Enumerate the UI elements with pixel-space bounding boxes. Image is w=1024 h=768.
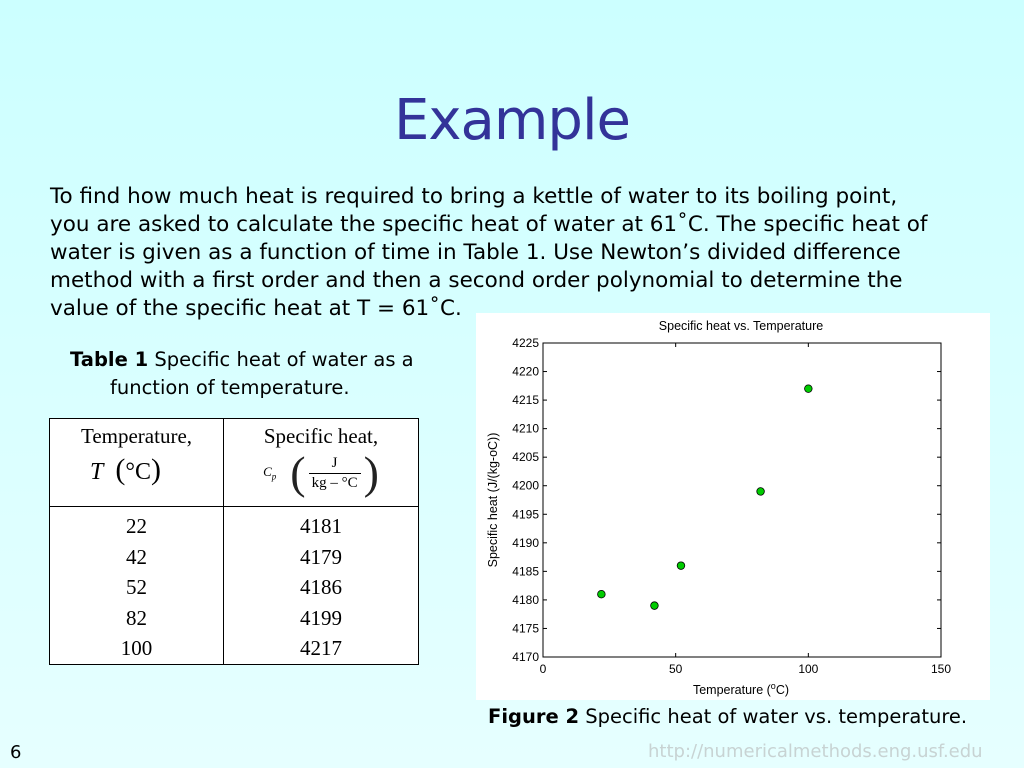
x-tick-label: 100 xyxy=(798,662,819,676)
chart-title: Specific heat vs. Temperature xyxy=(658,319,824,333)
specific-heat-unit-expression: $C_p$ ( $\frac{J}{kg - ^\circ C}$ ) xyxy=(263,447,379,498)
y-tick-label: 4175 xyxy=(512,621,539,636)
y-tick-label: 4200 xyxy=(512,478,539,493)
table-caption xyxy=(70,346,470,402)
y-axis-label xyxy=(486,433,500,568)
figure-caption xyxy=(488,705,967,728)
y-tick-label: 4225 xyxy=(512,336,539,350)
x-axis-label xyxy=(693,681,789,697)
temperature-values: 22 42 52 82 100 xyxy=(50,507,224,665)
paragraph-line: you are asked to calculate the specific heat of water at 61˚C. The specific heat of xyxy=(50,212,928,237)
figure-caption-label: Figure 2 xyxy=(488,705,580,728)
table-caption-text-line2: function of temperature. xyxy=(110,376,350,399)
y-tick-label: 4170 xyxy=(512,650,539,664)
y-tick-label: 4180 xyxy=(512,592,539,607)
data-point xyxy=(651,602,659,610)
y-tick-label: 4210 xyxy=(512,421,539,436)
scatter-chart xyxy=(476,313,990,700)
table-caption-label: Table 1 xyxy=(70,348,149,371)
paragraph-line: method with a first order and then a second order polynomial to determine the xyxy=(50,268,903,293)
temperature-unit-expression: T (°C) xyxy=(90,453,161,486)
y-axis-label-text: Specific heat (J/(kg-oC)) xyxy=(486,432,500,568)
plot-area xyxy=(543,343,941,657)
problem-paragraph xyxy=(50,183,990,323)
figure-caption-text: Specific heat of water vs. temperature. xyxy=(579,705,968,728)
specific-heat-header xyxy=(224,419,419,507)
specific-heat-table xyxy=(49,418,419,665)
y-tick-label: 4215 xyxy=(512,393,539,408)
unit-denominator: kg – °C xyxy=(309,473,361,493)
x-axis-label-tail: C) xyxy=(775,683,790,697)
unit-numerator: J xyxy=(331,454,338,471)
y-tick-label: 4185 xyxy=(512,564,539,579)
data-point xyxy=(757,488,765,496)
y-tick-label: 4205 xyxy=(512,450,539,465)
paragraph-line: value of the specific heat at T = 61˚C. xyxy=(50,296,462,321)
specific-heat-header-text: Specific heat, xyxy=(263,424,379,448)
footer-url[interactable]: http://numericalmethods.eng.usf.edu xyxy=(648,741,983,762)
data-point xyxy=(805,385,813,393)
specific-heat-values: 4181 4179 4186 4199 4217 xyxy=(224,507,419,665)
x-tick-label: 50 xyxy=(668,662,683,676)
y-tick-label: 4190 xyxy=(512,535,539,550)
x-axis-label-superscript: o xyxy=(770,681,776,691)
paragraph-line: To find how much heat is required to bring a kettle of water to its boiling point, xyxy=(50,184,898,209)
chart-svg xyxy=(476,313,990,700)
data-point xyxy=(677,562,685,570)
specific-heat-subscript: p xyxy=(271,471,277,482)
data-point xyxy=(598,590,606,598)
paragraph-line: water is given as a function of time in Table 1. Use Newton’s divided difference xyxy=(50,240,901,265)
x-axis-label-text: Temperature ( xyxy=(692,683,771,697)
specific-heat-symbol: C xyxy=(263,464,272,480)
y-tick-label: 4195 xyxy=(512,507,539,522)
temperature-unit: °C xyxy=(125,459,151,485)
temperature-header xyxy=(50,419,224,507)
x-tick-label: 150 xyxy=(930,662,952,676)
table-caption-text: Specific heat of water as a xyxy=(148,348,414,371)
temperature-header-text: Temperature, xyxy=(80,424,193,448)
temperature-symbol: T xyxy=(90,459,104,485)
x-tick-label: 0 xyxy=(539,662,547,676)
y-tick-label: 4220 xyxy=(512,364,539,379)
slide-title: Example xyxy=(394,88,630,153)
page-number: 6 xyxy=(10,742,22,763)
